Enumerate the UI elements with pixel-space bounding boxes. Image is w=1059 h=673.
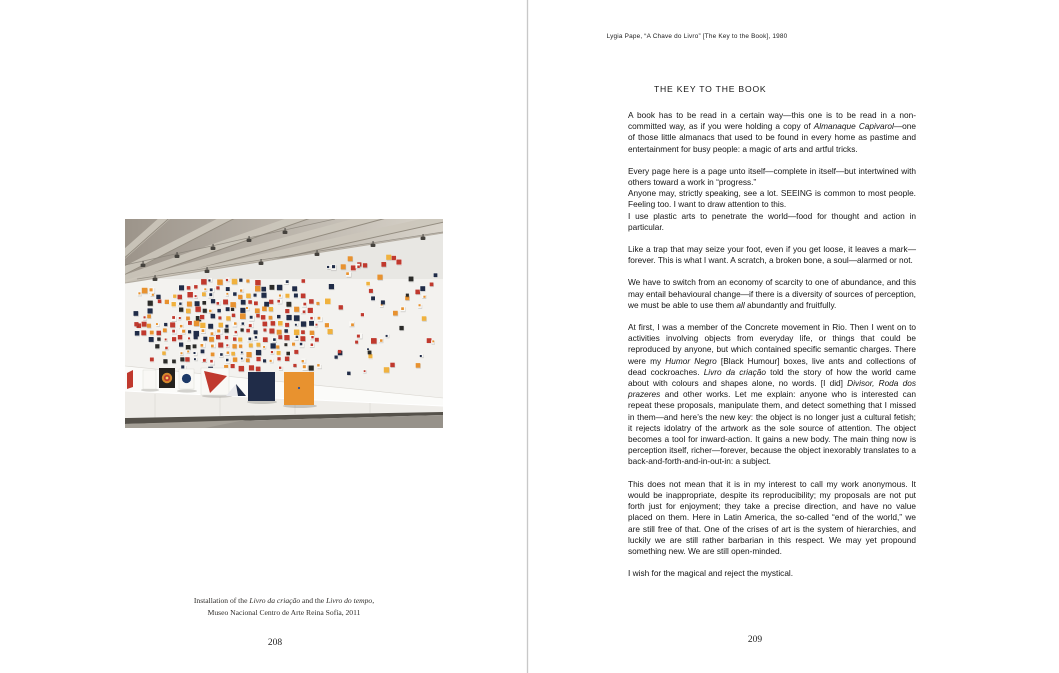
essay <box>628 84 916 579</box>
blue-circle-panel <box>179 369 194 389</box>
paragraph-group <box>628 277 916 311</box>
text-segment: I wish for the magical and reject the mystical. <box>628 568 794 579</box>
paragraph-group <box>628 166 916 233</box>
paragraph-group <box>628 568 916 579</box>
paragraph <box>628 244 916 266</box>
page-number-left: 208 <box>267 638 283 648</box>
paragraph <box>628 568 916 579</box>
paragraph <box>628 188 916 210</box>
text-segment: Divisor, Roda dos prazeres <box>628 378 916 400</box>
essay-title: THE KEY TO THE BOOK <box>654 84 767 94</box>
red-triangle-panel <box>201 368 229 395</box>
paragraph-group <box>628 322 916 468</box>
caption-line-1 <box>125 595 443 607</box>
paragraph <box>628 166 916 188</box>
text-segment: Livro do tempo <box>326 596 373 605</box>
text-segment: Installation of the <box>193 596 250 605</box>
text-segment: I use plastic arts to penetrate the world—food for thought and action in particular. <box>628 210 916 232</box>
paragraph-group <box>628 479 916 557</box>
page-number-right: 209 <box>747 635 763 645</box>
paragraph <box>628 110 916 155</box>
paragraph <box>628 211 916 233</box>
caption-line-2: Museo Nacional Centro de Arte Reina Sofía, 2011 <box>207 608 361 617</box>
photo-caption <box>125 595 443 619</box>
orange-square-panel <box>284 372 314 405</box>
text-segment: abundantly and fruitfully. <box>744 299 837 310</box>
white-card-panel <box>143 370 156 389</box>
text-segment: and the <box>300 596 327 605</box>
spiral-panel <box>159 368 175 388</box>
paragraph <box>628 322 916 468</box>
navy-square-panel <box>248 372 275 401</box>
text-segment: told the story of how the world came about with colours and shapes alone, no words. [I did] <box>628 366 917 389</box>
text-segment: Like a trap that may seize your foot, even if you get loose, it leaves a mark—forever. This is what I want. A scratch, a broken bone, a soul—alarmed or not. <box>628 244 916 266</box>
red-panel-edge <box>127 370 133 389</box>
text-segment: Every page here is a page unto itself—complete in itself—but intertwined with others toward a work in “progress.” <box>628 165 916 188</box>
text-segment: Anyone may, strictly speaking, see a lot. SEEING is common to most people. Feeling too. I want to draw attention to this. <box>628 188 916 210</box>
paragraph <box>628 277 916 311</box>
text-segment: Livro da criação <box>703 366 766 377</box>
text-segment: Humor Negro <box>665 355 717 366</box>
text-segment: and other works. Let me explain: anyone who is interested can repeat these proposals, manipulate them, and detect something that I missed in them—and here’s the new key: the object is no longer just a cultural fetish; it rejects idolatry of the artwork as the sole source of attention. The object becomes a tool for inward-action. It gains a new body. The main thing now is perception itself, richer—forever, because the object inexorably translates to a back-and-forth-and-in-out-in: a subject. <box>628 389 916 467</box>
text-segment: We have to switch from an economy of scarcity to one of abundance, and this may entail behavioural change—if there is a diversity of sources of perception, we must be able to use them <box>628 277 916 310</box>
text-segment: At first, I was a member of the Concrete movement in Rio. Then I went on to activities involving objects from everyday life, or things that could be reproduced by anyone, but which contained specific semantic charges. There were my <box>628 322 916 366</box>
paragraph-group <box>628 110 916 155</box>
paragraph-group <box>628 244 916 266</box>
text-segment: A book has to be read in a certain way—this one is to be read in a non-committed way, as if you were holding a copy of <box>628 110 916 132</box>
page-gutter <box>525 0 530 673</box>
text-segment: —one of those little almanacs that used to be found in every home as pastime and entertainment for busy people: a magic of arts and artful tricks. <box>628 121 917 154</box>
installation-photo <box>125 219 443 428</box>
text-segment: This does not mean that it is in my interest to call my work anonymous. It would be inappropriate, despite its reproducibility; my proposals are not put forth just for enjoyment; they take a precise direction, and have no value placed on them. Here in Latin America, the so-called “end of the world,” we are still free of that. One of the crises of art is the system of hierarchies, and luckily we are still rather barbarian in this respect. We may yet propound something new. We are still open-minded. <box>628 478 916 556</box>
text-segment: , <box>372 596 375 605</box>
text-segment: Almanaque Capivarol <box>813 121 894 132</box>
text-segment: [Black Humour] boxes, live ants and collections of dead cockroaches. <box>628 355 916 377</box>
running-header: Lygia Pape, “A Chave do Livro” [The Key to the Book], 1980 <box>606 33 788 40</box>
body-text <box>628 110 916 579</box>
paragraph <box>628 479 916 557</box>
text-segment: Livro da criação <box>249 596 301 605</box>
text-segment: all <box>736 299 745 310</box>
installation-photo-art <box>125 219 443 428</box>
